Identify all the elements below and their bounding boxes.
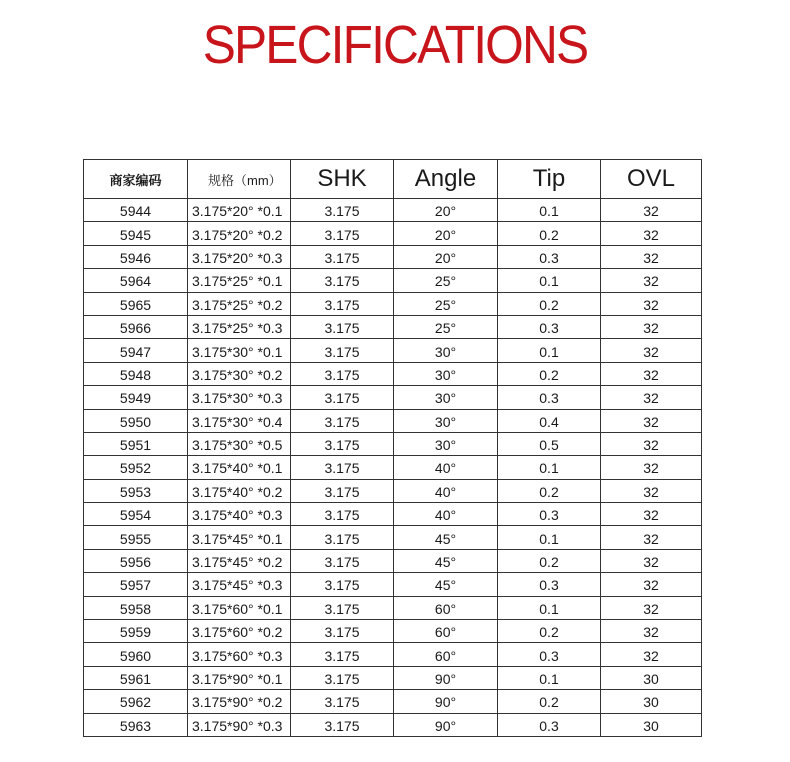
cell-code: 5958 (84, 596, 188, 619)
cell-spec: 3.175*20° *0.1 (188, 199, 291, 222)
cell-tip: 0.1 (498, 199, 601, 222)
table-row (84, 269, 702, 292)
cell-angle: 20° (394, 245, 498, 268)
cell-angle: 30° (394, 362, 498, 385)
cell-ovl: 32 (601, 526, 702, 549)
table-row (84, 222, 702, 245)
cell-spec: 3.175*45° *0.2 (188, 549, 291, 572)
cell-spec: 3.175*30° *0.1 (188, 339, 291, 362)
table-row (84, 339, 702, 362)
cell-angle: 90° (394, 713, 498, 736)
table-row (84, 315, 702, 338)
header-spec: 规格（mm） (188, 160, 291, 199)
cell-angle: 20° (394, 222, 498, 245)
cell-ovl: 32 (601, 222, 702, 245)
cell-spec: 3.175*25° *0.1 (188, 269, 291, 292)
cell-spec: 3.175*90° *0.1 (188, 666, 291, 689)
table-header-row (84, 160, 702, 199)
cell-angle: 40° (394, 456, 498, 479)
cell-shk: 3.175 (291, 362, 394, 385)
cell-shk: 3.175 (291, 666, 394, 689)
cell-code: 5963 (84, 713, 188, 736)
cell-shk: 3.175 (291, 456, 394, 479)
cell-spec: 3.175*45° *0.3 (188, 573, 291, 596)
cell-angle: 30° (394, 386, 498, 409)
cell-ovl: 30 (601, 666, 702, 689)
table-row (84, 199, 702, 222)
cell-spec: 3.175*40° *0.2 (188, 479, 291, 502)
cell-tip: 0.4 (498, 409, 601, 432)
cell-tip: 0.3 (498, 503, 601, 526)
cell-ovl: 32 (601, 386, 702, 409)
header-code: 商家编码 (84, 160, 188, 199)
cell-code: 5960 (84, 643, 188, 666)
cell-ovl: 32 (601, 503, 702, 526)
table-row (84, 620, 702, 643)
cell-spec: 3.175*30° *0.4 (188, 409, 291, 432)
cell-spec: 3.175*60° *0.3 (188, 643, 291, 666)
cell-ovl: 32 (601, 620, 702, 643)
cell-tip: 0.3 (498, 315, 601, 338)
cell-shk: 3.175 (291, 503, 394, 526)
cell-shk: 3.175 (291, 245, 394, 268)
cell-tip: 0.3 (498, 573, 601, 596)
cell-code: 5956 (84, 549, 188, 572)
table-row (84, 596, 702, 619)
cell-code: 5951 (84, 432, 188, 455)
cell-angle: 60° (394, 643, 498, 666)
cell-code: 5961 (84, 666, 188, 689)
cell-code: 5947 (84, 339, 188, 362)
cell-code: 5946 (84, 245, 188, 268)
cell-angle: 25° (394, 292, 498, 315)
cell-angle: 45° (394, 573, 498, 596)
cell-shk: 3.175 (291, 479, 394, 502)
table-row (84, 643, 702, 666)
table-row (84, 690, 702, 713)
cell-tip: 0.3 (498, 386, 601, 409)
cell-tip: 0.1 (498, 526, 601, 549)
cell-tip: 0.3 (498, 643, 601, 666)
page-title: SPECIFICATIONS (202, 15, 588, 75)
cell-spec: 3.175*90° *0.3 (188, 713, 291, 736)
table-row (84, 713, 702, 736)
cell-ovl: 32 (601, 409, 702, 432)
cell-shk: 3.175 (291, 596, 394, 619)
cell-code: 5953 (84, 479, 188, 502)
table-row (84, 292, 702, 315)
cell-code: 5959 (84, 620, 188, 643)
cell-tip: 0.2 (498, 690, 601, 713)
cell-spec: 3.175*30° *0.5 (188, 432, 291, 455)
cell-tip: 0.2 (498, 222, 601, 245)
table-row (84, 245, 702, 268)
cell-code: 5952 (84, 456, 188, 479)
cell-code: 5948 (84, 362, 188, 385)
cell-code: 5945 (84, 222, 188, 245)
header-ovl: OVL (601, 160, 702, 199)
cell-code: 5962 (84, 690, 188, 713)
table-row (84, 409, 702, 432)
cell-angle: 30° (394, 339, 498, 362)
table-row (84, 526, 702, 549)
cell-shk: 3.175 (291, 526, 394, 549)
table-row (84, 666, 702, 689)
cell-ovl: 32 (601, 643, 702, 666)
cell-ovl: 32 (601, 479, 702, 502)
cell-spec: 3.175*45° *0.1 (188, 526, 291, 549)
header-shk: SHK (291, 160, 394, 199)
cell-shk: 3.175 (291, 339, 394, 362)
cell-shk: 3.175 (291, 292, 394, 315)
cell-ovl: 32 (601, 432, 702, 455)
table-body (84, 199, 702, 737)
cell-code: 5966 (84, 315, 188, 338)
cell-angle: 60° (394, 596, 498, 619)
cell-ovl: 32 (601, 362, 702, 385)
cell-code: 5954 (84, 503, 188, 526)
cell-tip: 0.2 (498, 362, 601, 385)
cell-code: 5964 (84, 269, 188, 292)
cell-angle: 45° (394, 549, 498, 572)
cell-ovl: 32 (601, 596, 702, 619)
table-row (84, 362, 702, 385)
cell-angle: 25° (394, 315, 498, 338)
cell-spec: 3.175*90° *0.2 (188, 690, 291, 713)
cell-code: 5955 (84, 526, 188, 549)
cell-shk: 3.175 (291, 620, 394, 643)
cell-angle: 20° (394, 199, 498, 222)
cell-tip: 0.1 (498, 269, 601, 292)
cell-angle: 40° (394, 479, 498, 502)
cell-ovl: 32 (601, 549, 702, 572)
specifications-table (83, 159, 702, 737)
cell-spec: 3.175*20° *0.3 (188, 245, 291, 268)
cell-ovl: 32 (601, 573, 702, 596)
cell-angle: 45° (394, 526, 498, 549)
cell-ovl: 32 (601, 339, 702, 362)
table-row (84, 386, 702, 409)
cell-tip: 0.2 (498, 620, 601, 643)
cell-tip: 0.2 (498, 549, 601, 572)
table-row (84, 456, 702, 479)
cell-ovl: 32 (601, 269, 702, 292)
cell-shk: 3.175 (291, 549, 394, 572)
cell-tip: 0.1 (498, 456, 601, 479)
cell-angle: 25° (394, 269, 498, 292)
cell-ovl: 30 (601, 713, 702, 736)
cell-ovl: 32 (601, 292, 702, 315)
cell-shk: 3.175 (291, 222, 394, 245)
cell-shk: 3.175 (291, 690, 394, 713)
cell-code: 5949 (84, 386, 188, 409)
cell-spec: 3.175*60° *0.1 (188, 596, 291, 619)
cell-tip: 0.1 (498, 339, 601, 362)
cell-spec: 3.175*60° *0.2 (188, 620, 291, 643)
cell-spec: 3.175*30° *0.2 (188, 362, 291, 385)
cell-shk: 3.175 (291, 573, 394, 596)
cell-tip: 0.5 (498, 432, 601, 455)
cell-angle: 90° (394, 690, 498, 713)
cell-spec: 3.175*40° *0.3 (188, 503, 291, 526)
cell-shk: 3.175 (291, 199, 394, 222)
cell-tip: 0.1 (498, 596, 601, 619)
cell-tip: 0.3 (498, 713, 601, 736)
cell-tip: 0.1 (498, 666, 601, 689)
cell-code: 5944 (84, 199, 188, 222)
table-row (84, 549, 702, 572)
cell-ovl: 30 (601, 690, 702, 713)
header-tip: Tip (498, 160, 601, 199)
cell-shk: 3.175 (291, 315, 394, 338)
table-row (84, 573, 702, 596)
cell-spec: 3.175*25° *0.2 (188, 292, 291, 315)
cell-shk: 3.175 (291, 643, 394, 666)
cell-angle: 90° (394, 666, 498, 689)
cell-ovl: 32 (601, 199, 702, 222)
cell-tip: 0.2 (498, 479, 601, 502)
cell-angle: 30° (394, 432, 498, 455)
cell-shk: 3.175 (291, 432, 394, 455)
cell-tip: 0.2 (498, 292, 601, 315)
cell-code: 5950 (84, 409, 188, 432)
cell-code: 5965 (84, 292, 188, 315)
cell-spec: 3.175*40° *0.1 (188, 456, 291, 479)
cell-tip: 0.3 (498, 245, 601, 268)
cell-code: 5957 (84, 573, 188, 596)
cell-angle: 60° (394, 620, 498, 643)
cell-spec: 3.175*25° *0.3 (188, 315, 291, 338)
header-angle: Angle (394, 160, 498, 199)
cell-shk: 3.175 (291, 269, 394, 292)
table-row (84, 479, 702, 502)
cell-shk: 3.175 (291, 386, 394, 409)
table-row (84, 503, 702, 526)
cell-spec: 3.175*30° *0.3 (188, 386, 291, 409)
cell-ovl: 32 (601, 245, 702, 268)
cell-angle: 30° (394, 409, 498, 432)
cell-spec: 3.175*20° *0.2 (188, 222, 291, 245)
cell-shk: 3.175 (291, 409, 394, 432)
cell-angle: 40° (394, 503, 498, 526)
cell-ovl: 32 (601, 456, 702, 479)
cell-shk: 3.175 (291, 713, 394, 736)
table-row (84, 432, 702, 455)
cell-ovl: 32 (601, 315, 702, 338)
